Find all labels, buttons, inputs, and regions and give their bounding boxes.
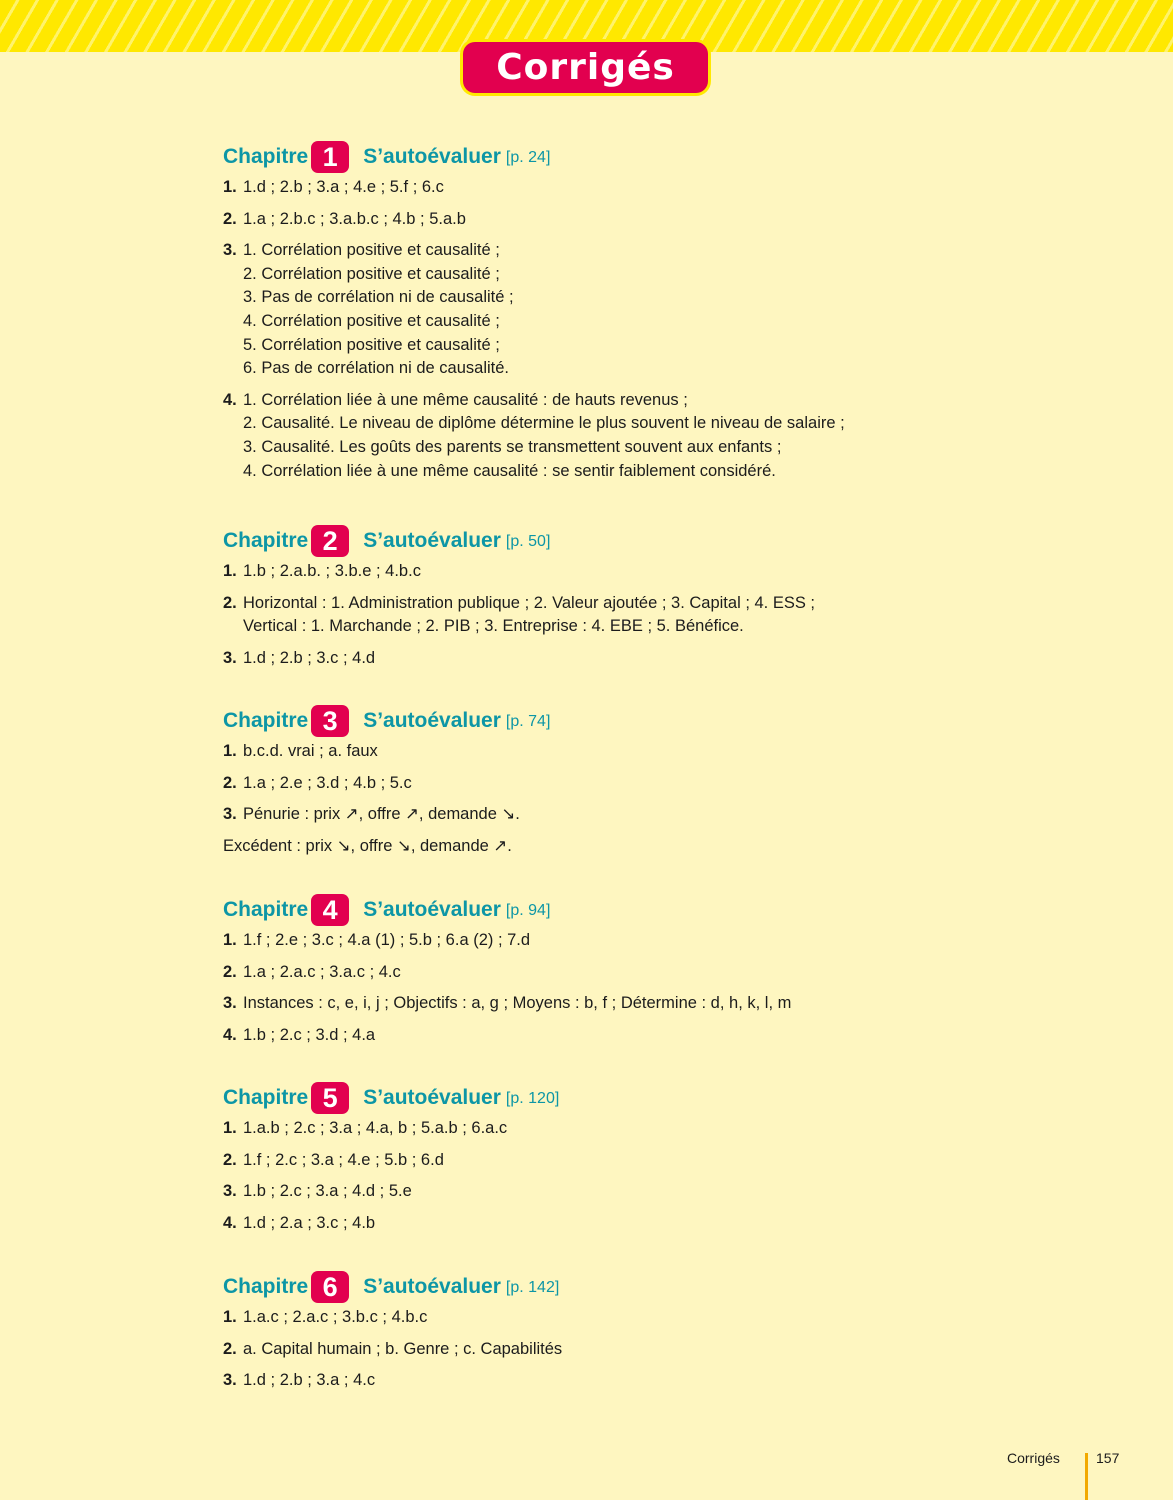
answer-line: Excédent : prix ↘, offre ↘, demande ↗.	[223, 836, 512, 855]
chapter-word: Chapitre	[223, 1275, 309, 1298]
answer-number: 1.	[223, 1308, 237, 1326]
answer-item	[223, 592, 923, 639]
chapter-section-1	[223, 140, 923, 483]
chapter-word: Chapitre	[223, 145, 309, 168]
answer-lines	[243, 1369, 923, 1393]
answer-item	[223, 560, 923, 584]
answer-lines	[243, 961, 923, 985]
answer-item	[223, 740, 923, 764]
answer-item	[223, 647, 923, 671]
answer-line: 1. Corrélation liée à une même causalité : de hauts revenus ;	[243, 390, 688, 409]
answer-line: 1.b ; 2.a.b. ; 3.b.e ; 4.b.c	[243, 562, 421, 580]
answer-lines	[243, 1117, 923, 1141]
answer-line: 1.d ; 2.b ; 3.a ; 4.c	[243, 1371, 376, 1390]
answer-line: 2. Corrélation positive et causalité ;	[243, 264, 500, 283]
chapter-number-badge: 6	[311, 1271, 349, 1303]
answer-line: 1.a ; 2.a.c ; 3.a.c ; 4.c	[243, 962, 401, 981]
chapter-page-ref: [p. 94]	[505, 902, 551, 919]
chapter-heading	[223, 1270, 923, 1304]
answer-line: 2. Causalité. Le niveau de diplôme détermine le plus souvent le niveau de salaire ;	[243, 414, 845, 433]
answer-line: Horizontal : 1. Administration publique ; 2. Valeur ajoutée ; 3. Capital ; 4. ESS ;	[243, 593, 816, 612]
answer-item	[223, 176, 923, 200]
answer-lines	[243, 239, 923, 381]
chapter-number-badge: 3	[311, 705, 349, 737]
answer-number: 3.	[223, 648, 237, 667]
answer-lines	[243, 772, 923, 796]
answer-line: 1. Corrélation positive et causalité ;	[243, 241, 500, 260]
answer-line: 6. Pas de corrélation ni de causalité.	[243, 359, 509, 378]
chapter-number-badge: 2	[311, 525, 349, 557]
answer-number: 1.	[223, 742, 237, 760]
answer-number: 2.	[223, 773, 237, 792]
answer-line: a. Capital humain ; b. Genre ; c. Capabilités	[243, 1339, 563, 1358]
answer-line: 1.a ; 2.e ; 3.d ; 4.b ; 5.c	[243, 773, 412, 792]
chapter-subtitle: S’autoévaluer	[363, 898, 501, 921]
answer-line: Instances : c, e, i, j ; Objectifs : a, g ; Moyens : b, f ; Détermine : d, h, k, l, m	[243, 994, 792, 1013]
answer-lines	[243, 389, 923, 483]
footer-section-label: Corrigés	[1007, 1450, 1060, 1466]
answer-lines	[243, 1212, 923, 1236]
answer-line: 4. Corrélation liée à une même causalité : se sentir faiblement considéré.	[243, 461, 776, 480]
chapter-page-ref: [p. 74]	[505, 713, 551, 730]
answer-item	[223, 1338, 923, 1362]
answer-item	[223, 208, 923, 232]
answer-number: 2.	[223, 1150, 237, 1169]
chapter-subtitle: S’autoévaluer	[363, 1275, 501, 1298]
answer-line: 1.d ; 2.a ; 3.c ; 4.b	[243, 1213, 376, 1232]
answer-item	[223, 961, 923, 985]
chapter-heading	[223, 140, 923, 174]
answer-item	[223, 1117, 923, 1141]
answer-line: 1.f ; 2.c ; 3.a ; 4.e ; 5.b ; 6.d	[243, 1150, 444, 1169]
chapter-section-4	[223, 893, 923, 1047]
chapter-page-ref: [p. 142]	[505, 1279, 560, 1296]
footer-divider	[1085, 1453, 1088, 1500]
answer-lines	[243, 647, 923, 671]
answer-lines	[243, 176, 923, 200]
chapter-heading	[223, 704, 923, 738]
chapter-word: Chapitre	[223, 529, 309, 552]
answer-line: 4. Corrélation positive et causalité ;	[243, 311, 500, 330]
answer-lines	[243, 1338, 923, 1362]
answer-lines	[243, 803, 923, 827]
answer-item	[223, 803, 923, 827]
answer-item	[223, 1024, 923, 1048]
chapter-page-ref: [p. 50]	[505, 533, 551, 550]
answer-item	[223, 1212, 923, 1236]
chapter-number-badge: 1	[311, 141, 349, 173]
answer-number: 1.	[223, 562, 237, 580]
chapter-subtitle: S’autoévaluer	[363, 529, 501, 552]
chapter-word: Chapitre	[223, 709, 309, 732]
answer-lines	[243, 560, 923, 584]
chapter-section-5	[223, 1081, 923, 1235]
answer-lines	[243, 1180, 923, 1204]
chapter-heading	[223, 1081, 923, 1115]
answer-line: 1.a.b ; 2.c ; 3.a ; 4.a, b ; 5.a.b ; 6.a.c	[243, 1119, 508, 1137]
answer-item	[223, 239, 923, 381]
answer-line: Pénurie : prix ↗, offre ↗, demande ↘.	[243, 805, 520, 824]
answer-line: 1.b ; 2.c ; 3.d ; 4.a	[243, 1025, 376, 1044]
chapter-page-ref: [p. 120]	[505, 1090, 560, 1107]
chapter-number-badge: 5	[311, 1082, 349, 1114]
chapter-subtitle: S’autoévaluer	[363, 709, 501, 732]
answer-lines	[243, 1024, 923, 1048]
answer-number: 2.	[223, 962, 237, 981]
chapter-page-ref: [p. 24]	[505, 149, 551, 166]
answer-lines	[243, 1149, 923, 1173]
answer-number: 1.	[223, 931, 237, 949]
answer-line: b.c.d. vrai ; a. faux	[243, 742, 378, 760]
answer-line: Vertical : 1. Marchande ; 2. PIB ; 3. Entreprise : 4. EBE ; 5. Bénéfice.	[243, 617, 744, 636]
answer-item	[223, 992, 923, 1016]
chapter-section-6	[223, 1270, 923, 1393]
answer-line: 1.f ; 2.e ; 3.c ; 4.a (1) ; 5.b ; 6.a (2) ; 7.d	[243, 931, 531, 949]
chapter-section-3	[223, 704, 923, 858]
answer-item	[223, 1369, 923, 1393]
answer-item	[223, 835, 923, 859]
answer-item	[223, 772, 923, 796]
page-number: 157	[1096, 1450, 1120, 1466]
answer-line: 1.a.c ; 2.a.c ; 3.b.c ; 4.b.c	[243, 1308, 428, 1326]
answer-lines	[243, 1306, 923, 1330]
answer-item	[223, 1149, 923, 1173]
answer-lines	[243, 740, 923, 764]
answer-lines	[223, 835, 923, 859]
answer-line: 5. Corrélation positive et causalité ;	[243, 335, 500, 354]
answer-line: 3. Causalité. Les goûts des parents se transmettent souvent aux enfants ;	[243, 437, 782, 456]
answer-number: 4.	[223, 1213, 237, 1232]
chapter-section-2	[223, 524, 923, 670]
answer-number: 1.	[223, 1119, 237, 1137]
answer-number: 1.	[223, 178, 237, 196]
chapter-heading	[223, 893, 923, 927]
chapter-subtitle: S’autoévaluer	[363, 145, 501, 168]
chapter-word: Chapitre	[223, 898, 309, 921]
answer-number: 3.	[223, 241, 237, 260]
chapter-number-badge: 4	[311, 894, 349, 926]
answer-line: 1.b ; 2.c ; 3.a ; 4.d ; 5.e	[243, 1182, 412, 1201]
answer-lines	[243, 929, 923, 953]
answer-item	[223, 389, 923, 483]
answer-item	[223, 1180, 923, 1204]
answer-number: 3.	[223, 1371, 237, 1390]
answer-number: 3.	[223, 994, 237, 1013]
answer-line: 1.a ; 2.b.c ; 3.a.b.c ; 4.b ; 5.a.b	[243, 209, 466, 228]
answer-number: 3.	[223, 805, 237, 824]
answer-lines	[243, 208, 923, 232]
answer-number: 2.	[223, 1339, 237, 1358]
answer-lines	[243, 992, 923, 1016]
answer-number: 4.	[223, 1025, 237, 1044]
answer-item	[223, 929, 923, 953]
answer-item	[223, 1306, 923, 1330]
answer-line: 1.d ; 2.b ; 3.a ; 4.e ; 5.f ; 6.c	[243, 178, 444, 196]
chapter-subtitle: S’autoévaluer	[363, 1086, 501, 1109]
answer-line: 3. Pas de corrélation ni de causalité ;	[243, 288, 514, 307]
answer-number: 4.	[223, 390, 237, 409]
page-title: Corrigés	[496, 47, 675, 88]
answer-lines	[243, 592, 923, 639]
answer-number: 3.	[223, 1182, 237, 1201]
chapter-word: Chapitre	[223, 1086, 309, 1109]
answer-number: 2.	[223, 209, 237, 228]
answer-line: 1.d ; 2.b ; 3.c ; 4.d	[243, 648, 376, 667]
answer-number: 2.	[223, 593, 237, 612]
page-title-badge	[463, 42, 708, 93]
chapter-heading	[223, 524, 923, 558]
